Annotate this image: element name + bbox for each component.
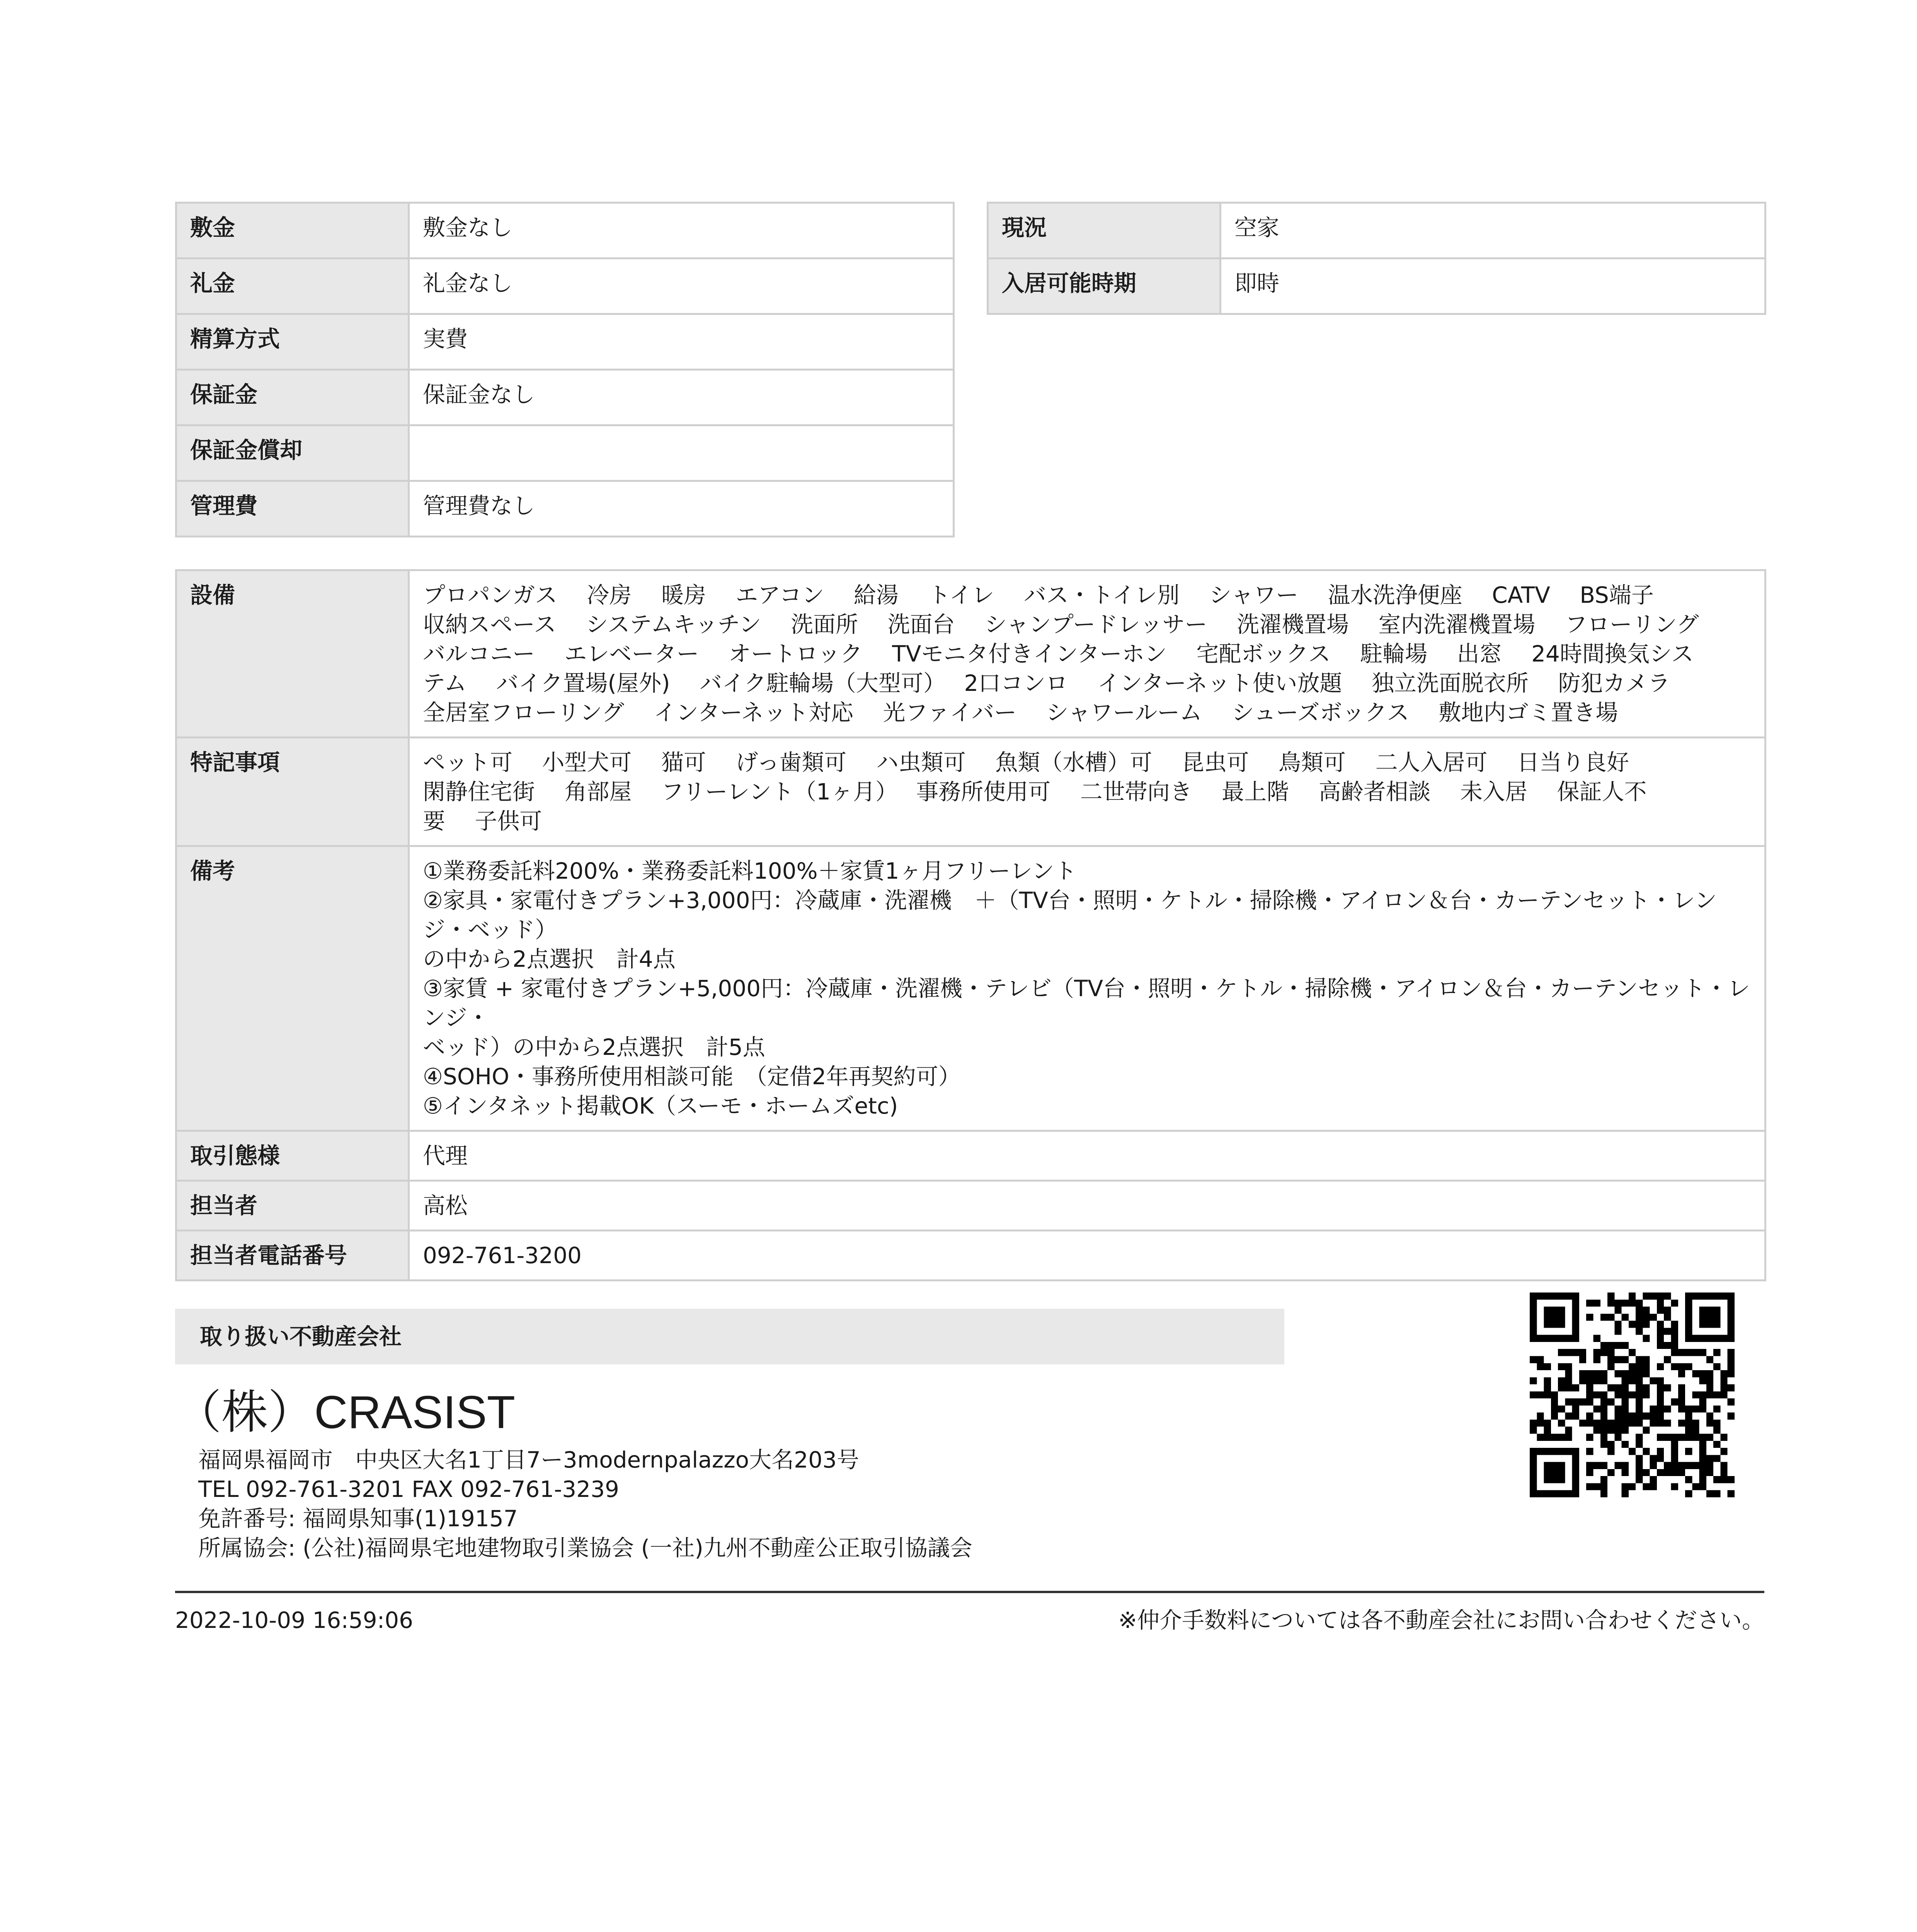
company-name: （株）CRASIST (175, 1386, 516, 1438)
transaction-type-label: 取引態様 (176, 1131, 409, 1181)
deposit-value: 敷金なし (409, 203, 954, 259)
remarks-line: ベッド）の中から2点選択 計5点 (423, 1034, 765, 1060)
fees-row-guarantee (176, 370, 954, 425)
equipment-line: 収納スペース システムキッチン 洗面所 洗面台 シャンプードレッサー 洗濯機置場 室内洗濯機置場 フローリング (423, 611, 1699, 638)
fees-row-deposit (176, 203, 954, 259)
fees-row-settlement (176, 314, 954, 370)
remarks-label: 備考 (176, 846, 409, 1131)
footer-divider (175, 1591, 1764, 1593)
company-section-header: 取り扱い不動産会社 (175, 1309, 1284, 1364)
fees-row-key-money (176, 259, 954, 314)
remarks-line: ①業務委託料200%・業務委託料100%＋家賃1ヶ月フリーレント (423, 858, 1077, 884)
equipment-line: プロパンガス 冷房 暖房 エアコン 給湯 トイレ バス・トイレ別 シャワー 温水洗浄便座 CATV BS端子 (423, 582, 1654, 608)
equipment-line: バルコニー エレベーター オートロック TVモニタ付きインターホン 宅配ボックス 駐輪場 出窓 24時間換気シス (423, 641, 1694, 667)
company-tel-fax: TEL 092-761-3201 FAX 092-761-3239 (198, 1476, 619, 1502)
remarks-line: ④SOHO・事務所使用相談可能 （定借2年再契約可） (423, 1063, 961, 1090)
brokerage-fee-note: ※仲介手数料については各不動産会社にお問い合わせください。 (1118, 1607, 1764, 1633)
special-notes-value (409, 738, 1765, 846)
company-association: 所属協会: (公社)福岡県宅地建物取引業協会 (一社)九州不動産公正取引協議会 (198, 1535, 972, 1561)
current-status-value: 空家 (1221, 203, 1765, 259)
key-money-label: 礼金 (176, 259, 409, 314)
equipment-label: 設備 (176, 570, 409, 738)
special-notes-label: 特記事項 (176, 738, 409, 846)
print-timestamp: 2022-10-09 16:59:06 (175, 1607, 413, 1633)
fees-row-management (176, 481, 954, 537)
special-notes-line: 要 子供可 (423, 808, 542, 834)
transaction-type-value: 代理 (409, 1131, 1765, 1181)
key-money-value: 礼金なし (409, 259, 954, 314)
guarantee-label: 保証金 (176, 370, 409, 425)
remarks-row (176, 846, 1765, 1131)
remarks-line: ②家具・家電付きプラン+3,000円：冷蔵庫・洗濯機 ＋（TV台・照明・ケトル・掃除機・アイロン＆台・カーテンセット・レンジ・ベッド） (423, 887, 1717, 943)
fees-table (175, 202, 955, 537)
staff-row (176, 1181, 1765, 1231)
equipment-value (409, 570, 1765, 738)
fees-row-guarantee-amortization (176, 425, 954, 481)
staff-phone-value: 092-761-3200 (409, 1231, 1765, 1281)
special-notes-row (176, 738, 1765, 846)
move-in-value: 即時 (1221, 259, 1765, 314)
status-row-move-in (988, 259, 1765, 314)
details-table (175, 569, 1766, 1281)
move-in-label: 入居可能時期 (988, 259, 1221, 314)
guarantee-value: 保証金なし (409, 370, 954, 425)
current-status-label: 現況 (988, 203, 1221, 259)
equipment-line: テム バイク置場(屋外) バイク駐輪場（大型可） 2口コンロ インターネット使い放題 独立洗面脱衣所 防犯カメラ (423, 670, 1670, 696)
guarantee-amortization-label: 保証金償却 (176, 425, 409, 481)
staff-phone-label: 担当者電話番号 (176, 1231, 409, 1281)
status-row-current (988, 203, 1765, 259)
remarks-line: ⑤インタネット掲載OK（スーモ・ホームズetc) (423, 1093, 898, 1119)
staff-phone-row (176, 1231, 1765, 1281)
company-address: 福岡県福岡市 中央区大名1丁目7ー3modernpalazzo大名203号 (198, 1447, 859, 1473)
company-license: 免許番号: 福岡県知事(1)19157 (198, 1505, 518, 1532)
settlement-label: 精算方式 (176, 314, 409, 370)
equipment-line: 全居室フローリング インターネット対応 光ファイバー シャワールーム シューズボックス 敷地内ゴミ置き場 (423, 699, 1618, 726)
guarantee-amortization-value (409, 425, 954, 481)
staff-label: 担当者 (176, 1181, 409, 1231)
settlement-value: 実費 (409, 314, 954, 370)
management-fee-value: 管理費なし (409, 481, 954, 537)
staff-value: 高松 (409, 1181, 1765, 1231)
special-notes-line: ペット可 小型犬可 猫可 げっ歯類可 ハ虫類可 魚類（水槽）可 昆虫可 鳥類可 二人入居可 日当り良好 (423, 749, 1629, 776)
remarks-value (409, 846, 1765, 1131)
transaction-row (176, 1131, 1765, 1181)
management-fee-label: 管理費 (176, 481, 409, 537)
remarks-line: ③家賃 + 家電付きプラン+5,000円：冷蔵庫・洗濯機・テレビ（TV台・照明・ケトル・掃除機・アイロン＆台・カーテンセット・レンジ・ (423, 975, 1750, 1031)
remarks-line: の中から2点選択 計4点 (423, 946, 676, 972)
status-table (987, 202, 1766, 315)
deposit-label: 敷金 (176, 203, 409, 259)
special-notes-line: 閑静住宅街 角部屋 フリーレント（1ヶ月） 事務所使用可 二世帯向き 最上階 高齢者相談 未入居 保証人不 (423, 779, 1647, 805)
qr-code-icon (1530, 1293, 1735, 1497)
equipment-row (176, 570, 1765, 738)
